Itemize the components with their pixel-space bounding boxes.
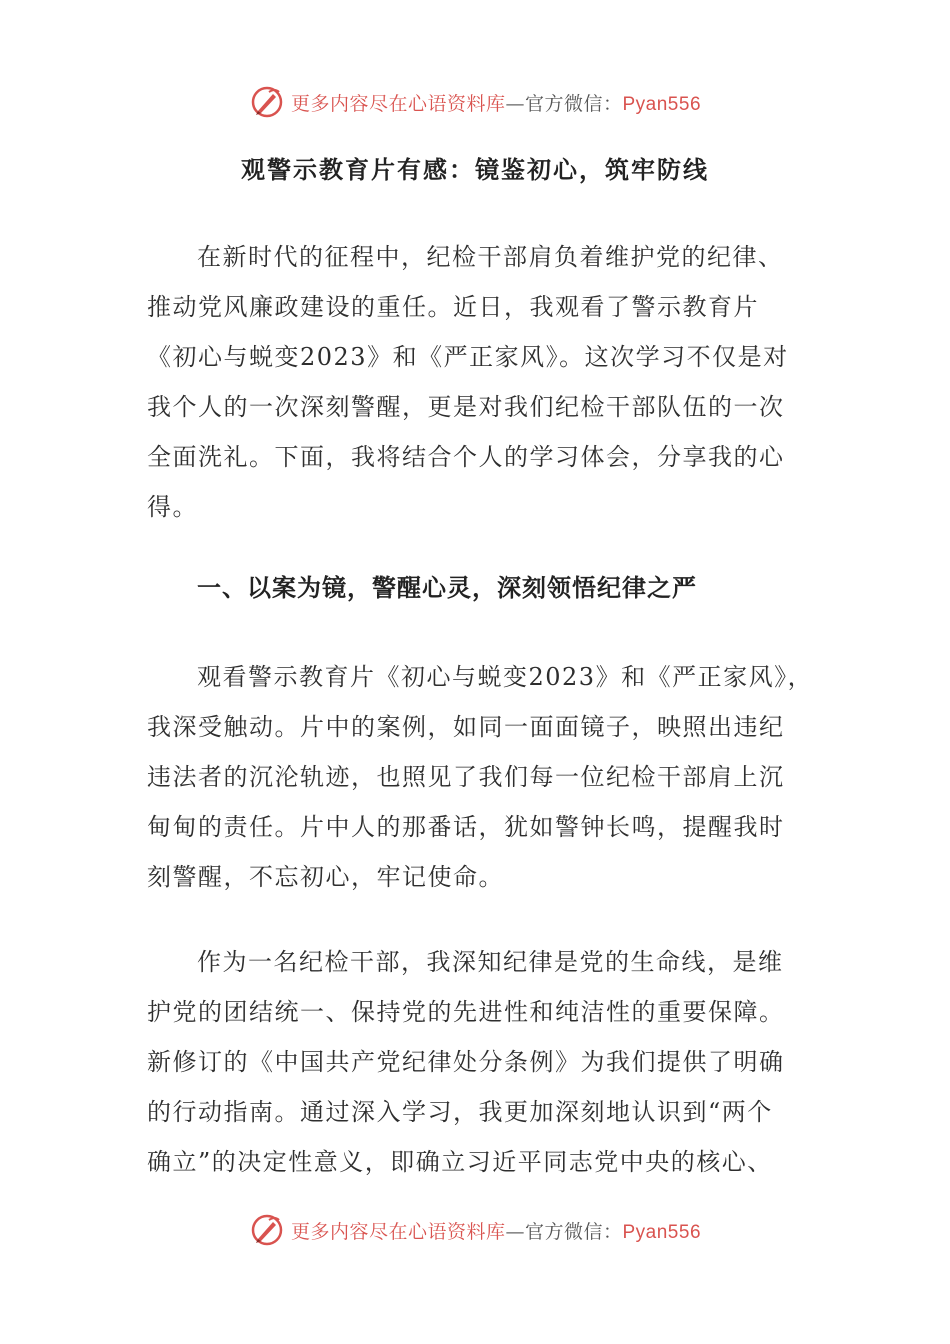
paragraph-line: 我个人的一次深刻警醒，更是对我们纪检干部队伍的一次	[147, 393, 785, 421]
paragraph-line: 违法者的沉沦轨迹，也照见了我们每一位纪检干部肩上沉	[147, 763, 785, 791]
paragraph-line: 我深受触动。片中的案例，如同一面面镜子，映照出违纪	[147, 713, 785, 741]
paragraph-intro	[147, 232, 807, 532]
paragraph-line: 甸甸的责任。片中人的那番话，犹如警钟长鸣，提醒我时	[147, 813, 785, 841]
wechat-id: Pyan556	[622, 1221, 702, 1243]
official-label: 官方微信：	[524, 1220, 623, 1243]
section-heading: 一、以案为镜，警醒心灵，深刻领悟纪律之严	[197, 573, 697, 602]
paragraph-line: 全面洗礼。下面，我将结合个人的学习体会，分享我的心	[147, 443, 785, 471]
paragraph-case-reflection	[147, 652, 814, 902]
brand-name: 更多内容尽在心语资料库	[290, 1220, 506, 1243]
paragraph-line: 推动党风廉政建设的重任。近日，我观看了警示教育片	[147, 293, 759, 321]
paragraph-line: 得。	[147, 493, 198, 521]
header-watermark-text	[291, 89, 701, 116]
document-title: 观警示教育片有感：镜鉴初心，筑牢防线	[241, 155, 709, 184]
paragraph-discipline	[147, 937, 807, 1187]
paragraph-line: 确立”的决定性意义，即确立习近平同志党中央的核心、	[147, 1148, 773, 1176]
banner-dash: —	[505, 1220, 525, 1243]
footer-watermark-banner	[0, 1210, 950, 1250]
banner-dash: —	[505, 92, 525, 115]
paragraph-line: 的行动指南。通过深入学习，我更加深刻地认识到“两个	[147, 1098, 773, 1126]
wechat-id: Pyan556	[622, 93, 702, 115]
paragraph-line: 新修订的《中国共产党纪律处分条例》为我们提供了明确	[147, 1048, 785, 1076]
paragraph-line: 作为一名纪检干部，我深知纪律是党的生命线，是维	[197, 948, 784, 976]
header-watermark-banner	[0, 82, 950, 122]
paragraph-line: 《初心与蜕变2023》和《严正家风》。这次学习不仅是对	[147, 343, 789, 371]
paragraph-line: 观看警示教育片《初心与蜕变2023》和《严正家风》，	[197, 663, 814, 691]
paragraph-line: 护党的团结统一、保持党的先进性和纯洁性的重要保障。	[147, 998, 785, 1026]
paragraph-line: 刻警醒，不忘初心，牢记使命。	[147, 863, 504, 891]
official-label: 官方微信：	[524, 92, 623, 115]
pen-logo-icon	[249, 1212, 285, 1248]
brand-name: 更多内容尽在心语资料库	[290, 92, 506, 115]
paragraph-line: 在新时代的征程中，纪检干部肩负着维护党的纪律、	[197, 243, 784, 271]
footer-watermark-text	[291, 1217, 701, 1244]
pen-logo-icon	[249, 84, 285, 120]
